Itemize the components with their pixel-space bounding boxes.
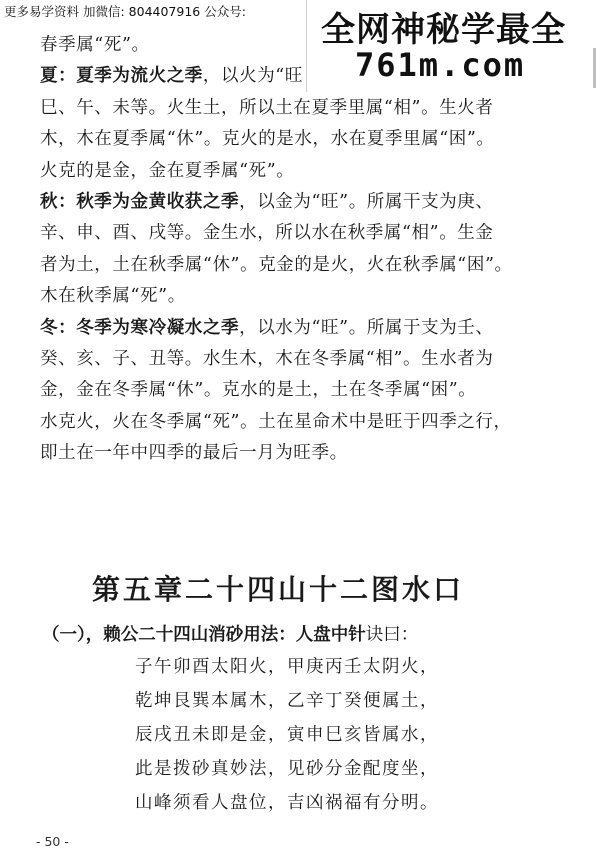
autumn-heading: 秋：秋季为金黄收获之季 (40, 192, 240, 213)
banner-divider (593, 48, 596, 88)
body-text (40, 30, 560, 470)
section-number: （一）， (42, 625, 104, 645)
poem (135, 650, 439, 820)
text-line: 即土在一年中四季的最后一月为旺季。 (40, 443, 348, 464)
text-line: 者为土，土在秋季属“休”。克金的是火，火在秋季属“困”。 (40, 254, 513, 275)
section-suffix: 诀曰： (365, 625, 419, 645)
text-line: 金，金在冬季属“休”。克水的是土，土在冬季属“困”。 (40, 380, 477, 401)
winter-paragraph-start (40, 313, 560, 344)
winter-intro: ，以水为“旺”。所属于支为壬、 (239, 317, 494, 338)
chapter-title: 第五章二十四山十二图水口 (92, 573, 465, 606)
text-line: 木在秋季属“死”。 (40, 286, 186, 307)
poem-line: 山峰须看人盘位，吉凶祸福有分明。 (135, 793, 439, 813)
text-line: 辛、申、酉、戌等。金生水，所以水在秋季属“相”。生金 (40, 223, 494, 244)
text-line: 巳、午、未等。火生土，所以土在夏季里属“相”。生火者 (40, 97, 494, 118)
summer-heading: 夏：夏季为流火之季 (40, 66, 203, 87)
winter-heading: 冬：冬季为寒冷凝水之季 (40, 317, 240, 338)
poem-line: 辰戌丑未即是金，寅申巳亥皆属水， (135, 725, 439, 745)
poem-line: 此是拨砂真妙法，见砂分金配度坐， (135, 759, 439, 779)
autumn-intro: ，以金为“旺”。所属干支为庚、 (239, 192, 494, 213)
site-title: 全网神秘学最全 (321, 10, 566, 50)
site-url: 761m.com (355, 46, 526, 84)
text-line: 火克的是金，金在夏季属“死”。 (40, 160, 295, 181)
section-heading (42, 621, 418, 646)
text-line: 癸、亥、子、丑等。水生木，木在冬季属“相”。生水者为 (40, 349, 494, 370)
autumn-paragraph-start (40, 187, 560, 218)
summer-intro: ，以火为“旺 (202, 66, 303, 87)
banner-contact-text: 更多易学资料 加微信: 804407916 公众号: (4, 4, 246, 19)
section-title: 赖公二十四山消砂用法：人盘中针 (103, 625, 366, 645)
page-number: - 50 - (36, 834, 69, 849)
text-line: 水克火，火在冬季属“死”。土在星命术中是旺于四季之行， (40, 411, 512, 432)
text-line: 春季属“死”。 (40, 35, 150, 55)
poem-line: 乾坤艮巽本属木，乙辛丁癸便属土， (135, 691, 439, 711)
text-line: 木，木在夏季属“休”。克火的是水，水在夏季里属“困”。 (40, 129, 495, 150)
poem-line: 子午卯酉太阳火，甲庚丙壬太阴火， (135, 657, 439, 677)
summer-paragraph-start (40, 61, 560, 92)
